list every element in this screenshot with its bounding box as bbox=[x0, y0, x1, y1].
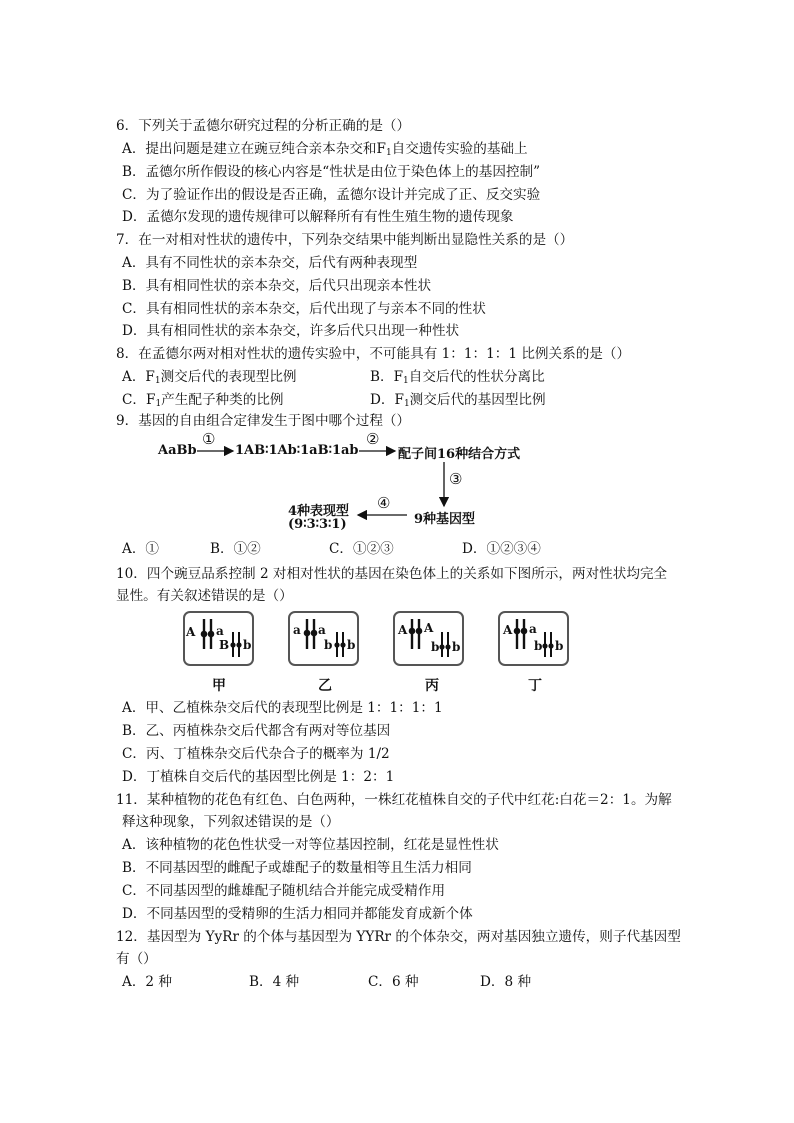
chromosome-panel-yi bbox=[288, 611, 359, 666]
question-8-option-b: B．$F_1$自交后代的性状分离比 bbox=[370, 369, 545, 386]
question-6-option-b: B．孟德尔所作假设的核心内容是“性状是由位于染色体上的基因控制” bbox=[122, 164, 541, 180]
question-10-option-d: D．丁植株自交后代的基因型比例是 1：2：1 bbox=[122, 769, 395, 785]
gene-label: A bbox=[186, 625, 196, 639]
diagram-phenotypes: 4种表现型 bbox=[288, 504, 350, 519]
gene-label: b bbox=[243, 638, 252, 652]
question-11-option-c: C．不同基因型的雌雄配子随机结合并能完成受精作用 bbox=[122, 883, 446, 899]
question-8-option-d: D．$F_1$测交后代的基因型比例 bbox=[370, 392, 546, 409]
chromosome-panel-bing bbox=[393, 611, 464, 666]
question-7-option-b: B．具有相同性状的亲本杂交，后代只出现亲本性状 bbox=[122, 278, 432, 294]
diagram-gametes: 1AB∶1Ab∶1aB∶1ab bbox=[235, 443, 359, 458]
question-7-option-d: D．具有相同性状的亲本杂交，许多后代只出现一种性状 bbox=[122, 323, 460, 339]
diagram-combinations: 配子间16种结合方式 bbox=[398, 447, 521, 462]
gene-label: b bbox=[324, 638, 333, 652]
question-7-option-c: C．具有相同性状的亲本杂交，后代出现了与亲本不同的性状 bbox=[122, 301, 486, 317]
gene-label: b bbox=[555, 639, 564, 653]
gene-label: B bbox=[219, 638, 230, 652]
question-12-option-b: B．4 种 bbox=[249, 974, 300, 990]
question-12-stem-line-2: 有（） bbox=[116, 951, 157, 967]
gene-label: b bbox=[452, 640, 461, 654]
diagram-start: AaBb bbox=[158, 443, 197, 458]
gene-label: b bbox=[431, 640, 440, 654]
diagram-step-3: ③ bbox=[449, 470, 463, 488]
chromosome-panel-jia bbox=[183, 611, 254, 666]
question-9-option-d: D．①②③④ bbox=[462, 541, 541, 557]
question-10-option-c: C．丙、丁植株杂交后代杂合子的概率为 1/2 bbox=[122, 746, 390, 762]
question-7-option-a: A．具有不同性状的亲本杂交，后代有两种表现型 bbox=[122, 255, 418, 271]
gene-label: A bbox=[424, 621, 434, 635]
question-10-stem-line-1: 10．四个豌豆品系控制 2 对相对性状的基因在染色体上的关系如下图所示，两对性状均完全 bbox=[116, 566, 668, 582]
question-11-option-d: D．不同基因型的受精卵的生活力相同并都能发育成新个体 bbox=[122, 906, 473, 922]
question-9-option-a: A．① bbox=[122, 541, 160, 557]
question-12-option-c: C．6 种 bbox=[368, 974, 419, 990]
diagram-step-1: ① bbox=[202, 430, 216, 448]
question-8-option-a: A．$F_1$测交后代的表现型比例 bbox=[122, 369, 297, 386]
question-12-option-a: A．2 种 bbox=[122, 974, 172, 990]
question-9-stem: 9．基因的自由组合定律发生于图中哪个过程（） bbox=[116, 413, 411, 429]
question-10-option-b: B．乙、丙植株杂交后代都含有两对等位基因 bbox=[122, 723, 391, 739]
gene-label: a bbox=[216, 624, 224, 638]
gene-label: A bbox=[398, 623, 408, 637]
chromosome-panel-ding bbox=[498, 611, 569, 666]
question-6-option-d: D．孟德尔发现的遗传规律可以解释所有有性生殖生物的遗传现象 bbox=[122, 209, 514, 225]
gene-label: a bbox=[318, 623, 326, 637]
panel-label-yi: 乙 bbox=[318, 678, 332, 694]
question-9-option-c: C．①②③ bbox=[329, 541, 394, 557]
question-6-option-a: A．提出问题是建立在豌豆纯合亲本杂交和$F_1$自交遗传实验的基础上 bbox=[122, 141, 528, 158]
diagram-step-2: ② bbox=[366, 430, 380, 448]
gene-label: a bbox=[293, 623, 301, 637]
question-10-stem-line-2: 显性。有关叙述错误的是（） bbox=[116, 588, 293, 604]
gene-label: A bbox=[503, 623, 513, 637]
question-11-option-b: B．不同基因型的雌配子或雄配子的数量相等且生活力相同 bbox=[122, 860, 472, 876]
gene-label: b bbox=[347, 638, 356, 652]
diagram-ratio: (9∶3∶3∶1) bbox=[288, 517, 347, 532]
question-7-stem: 7．在一对相对性状的遗传中，下列杂交结果中能判断出显隐性关系的是（） bbox=[116, 232, 574, 248]
question-12-option-d: D．8 种 bbox=[480, 974, 532, 990]
question-10-option-a: A．甲、乙植株杂交后代的表现型比例是 1：1：1：1 bbox=[122, 700, 443, 716]
panel-label-jia: 甲 bbox=[212, 678, 226, 694]
gene-label: a bbox=[529, 622, 537, 636]
question-9-option-b: B．①② bbox=[210, 541, 261, 557]
question-12-stem-line-1: 12．基因型为 YyRr 的个体与基因型为 YYRr 的个体杂交，两对基因独立遗传，则子代基因型 bbox=[116, 929, 681, 945]
question-6-stem: 6．下列关于孟德尔研究过程的分析正确的是（） bbox=[116, 118, 411, 134]
question-6-option-c: C．为了验证作出的假设是否正确，孟德尔设计并完成了正、反交实验 bbox=[122, 187, 541, 203]
question-11-stem-line-1: 11．某种植物的花色有红色、白色两种，一株红花植株自交的子代中红花:白花＝2：1。为解 bbox=[116, 792, 672, 808]
gene-label: b bbox=[534, 639, 543, 653]
panel-label-bing: 丙 bbox=[425, 678, 439, 694]
question-8-option-c: C．$F_1$产生配子种类的比例 bbox=[122, 392, 284, 409]
question-11-option-a: A．该种植物的花色性状受一对等位基因控制，红花是显性性状 bbox=[122, 837, 499, 853]
panel-label-ding: 丁 bbox=[528, 678, 542, 694]
diagram-genotypes: 9种基因型 bbox=[414, 512, 476, 527]
question-8-stem: 8．在孟德尔两对相对性状的遗传实验中，不可能具有 1：1：1：1 比例关系的是（） bbox=[116, 346, 631, 362]
question-11-stem-line-2: 释这种现象，下列叙述错误的是（） bbox=[122, 814, 340, 830]
diagram-step-4: ④ bbox=[377, 494, 391, 512]
chromosome-figure bbox=[500, 613, 566, 663]
